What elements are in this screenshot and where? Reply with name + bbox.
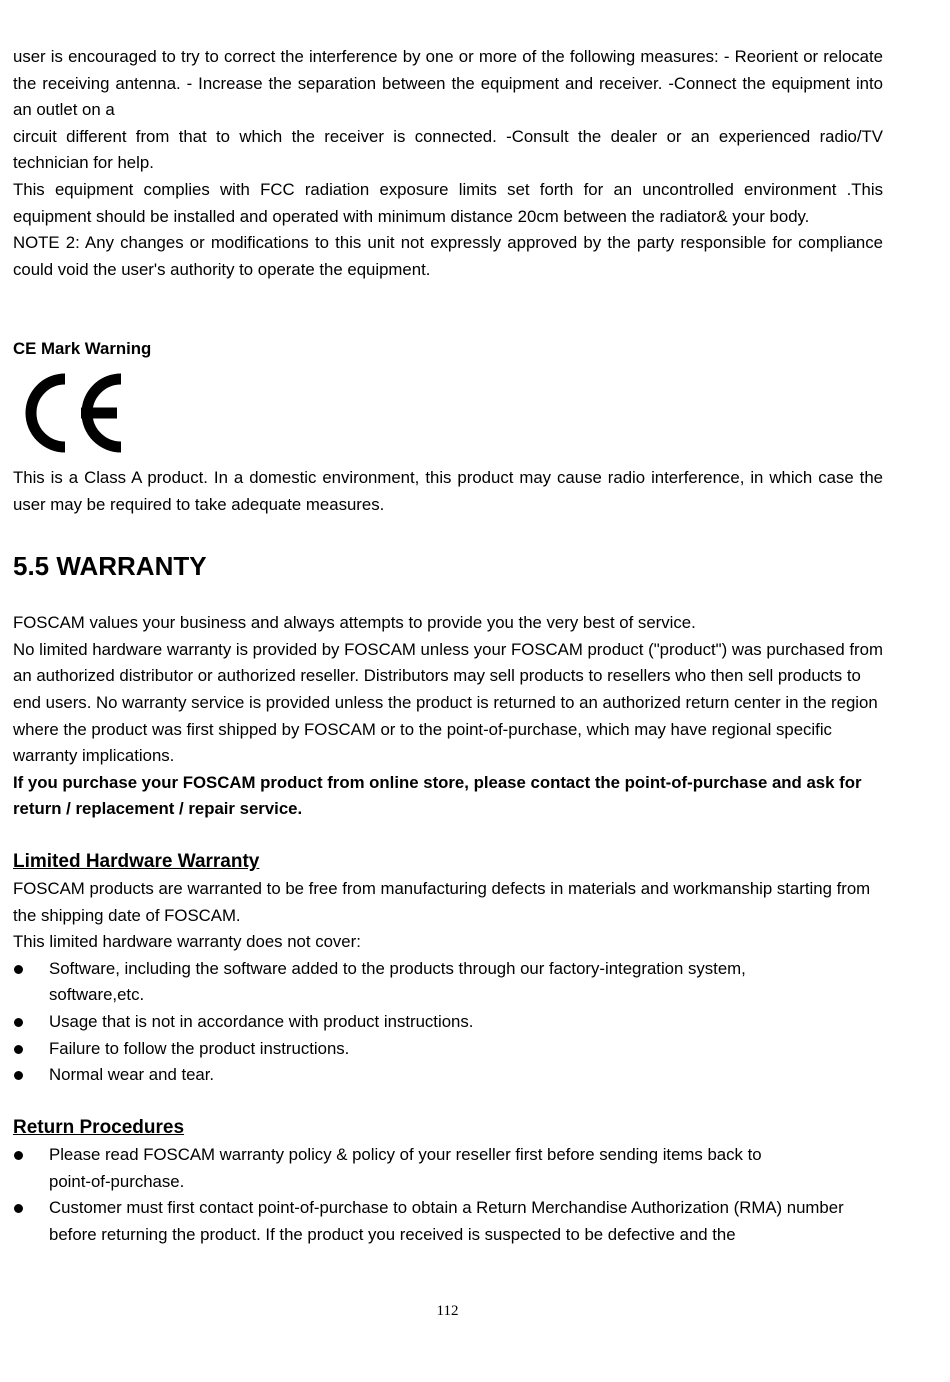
list-item: Normal wear and tear. [13,1062,883,1089]
list-item: Failure to follow the product instructions. [13,1036,883,1063]
ce-mark-heading: CE Mark Warning [13,339,152,359]
page-number: 112 [436,1303,459,1319]
limited-warranty-paragraph-1: FOSCAM products are warranted to be free from manufacturing defects in materials and workmanship starting from the shipping date of FOSCAM. [13,879,871,925]
return-procedures-list [13,1142,883,1248]
intro-paragraph-2: This equipment complies with FCC radiation exposure limits set forth for an uncontrolled environment .This equipment should be installed and operated with minimum distance 20cm between the radiator& your body. [13,179,883,226]
ce-mark-logo [15,373,125,453]
intro-paragraph-1b: circuit different from that to which the receiver is connected. -Consult the dealer or an experienced radio/TV technician for help. [13,126,883,173]
return-procedures-heading: Return Procedures [13,1117,185,1139]
limited-warranty-paragraph-2: This limited hardware warranty does not cover: [13,932,361,952]
intro-paragraph-1a: user is encouraged to try to correct the interference by one or more of the following measures: - Reorient or relocate the receiving antenna. - Increase the separation between the equipment and receiver. -Connect the equipment into an outlet on a [13,47,883,120]
list-item: Software, including the software added to the products through our factory-integration system, software,etc. [13,956,883,1009]
list-item: Customer must first contact point-of-purchase to obtain a Return Merchandise Authorization (RMA) number before returning the product. If the product you received is suspected to be defective and the [13,1195,883,1248]
intro-paragraph-3: NOTE 2: Any changes or modifications to this unit not expressly approved by the party responsible for compliance could void the user's authority to operate the equipment. [13,233,883,279]
limited-warranty-heading: Limited Hardware Warranty [13,851,260,873]
not-covered-list [13,956,883,1089]
list-item: Please read FOSCAM warranty policy & policy of your reseller first before sending items back to point-of-purchase. [13,1142,883,1195]
ce-mark-text: This is a Class A product. In a domestic environment, this product may cause radio interference, in which case the user may be required to take adequate measures. [13,467,883,514]
list-item: Usage that is not in accordance with product instructions. [13,1009,883,1036]
document-page [13,44,883,1248]
warranty-paragraph-3: If you purchase your FOSCAM product from online store, please contact the point-of-purchase and ask for return / replacement / repair service. [13,772,862,819]
warranty-title: 5.5 WARRANTY [13,551,207,582]
warranty-paragraph-1: FOSCAM values your business and always attempts to provide you the very best of service. [13,613,696,633]
warranty-paragraph-2: No limited hardware warranty is provided by FOSCAM unless your FOSCAM product ("product") was purchased from an authorized distributor or authorized reseller. Distributors may sell products to resellers who then sell products to end users. No warranty service is provided unless the product is returned to an authorized return center in the region where the product was first shipped by FOSCAM or to the point-of-purchase, which may have regional specific warranty implications. [13,639,883,766]
